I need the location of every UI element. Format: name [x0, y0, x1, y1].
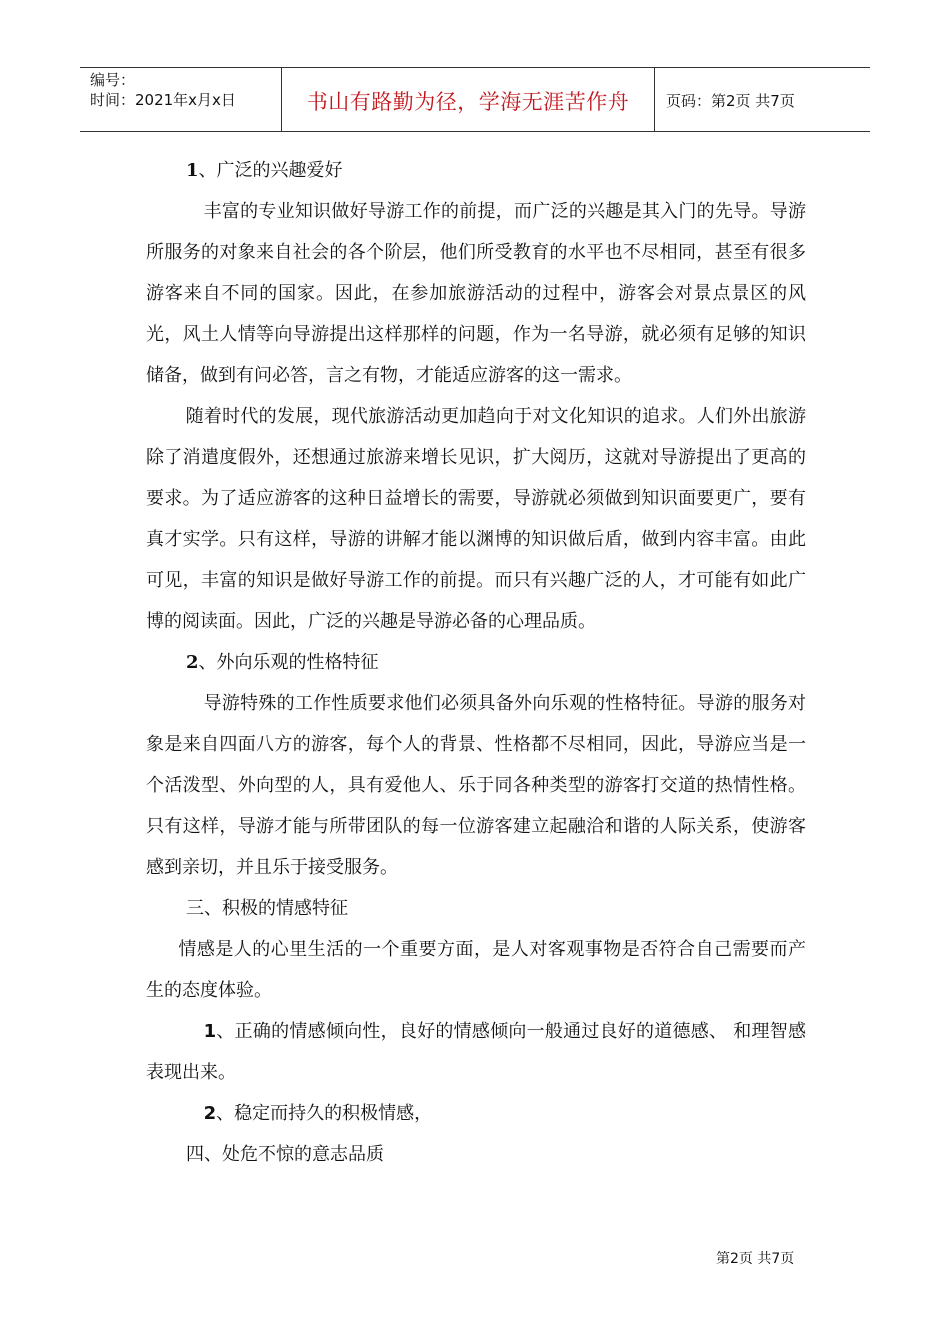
page-header — [80, 67, 870, 132]
item-text: 、稳定而持久的积极情感， — [216, 1103, 433, 1124]
header-page-info: 页码：第2页 共7页 — [666, 92, 795, 110]
item-number: 1 — [203, 1021, 217, 1042]
section-heading-1 — [146, 150, 806, 191]
code-label: 编号： — [90, 71, 136, 89]
heading-text: 、外向乐观的性格特征 — [198, 652, 379, 673]
heading-number: 1 — [186, 160, 199, 181]
heading-number: 2 — [186, 652, 199, 673]
section-heading-2 — [146, 642, 806, 683]
header-motto: 书山有路勤为径，学海无涯苦作舟 — [306, 90, 630, 114]
document-body — [146, 150, 806, 1175]
list-item — [146, 1093, 806, 1134]
header-divider — [654, 68, 655, 131]
list-item — [146, 1011, 806, 1093]
page-footer: 第2页 共7页 — [716, 1251, 795, 1267]
header-meta — [90, 70, 236, 110]
heading-text: 、广泛的兴趣爱好 — [198, 160, 343, 181]
section-heading-3: 三、积极的情感特征 — [186, 898, 348, 919]
paragraph: 丰富的专业知识做好导游工作的前提，而广泛的兴趣是其入门的先导。导游所服务的对象来自社会的各个阶层，他们所受教育的水平也不尽相同，甚至有很多游客来自不同的国家。因此，在参加旅游活动的过程中，游客会对景点景区的风光，风土人情等向导游提出这样那样的问题，作为一名导游，就必须有足够的知识储备，做到有问必答，言之有物，才能适应游客的这一需求。 — [146, 201, 806, 386]
item-text: 、正确的情感倾向性，良好的情感倾向一般通过良好的道德感、 和理智感表现出来。 — [146, 1021, 806, 1083]
paragraph: 情感是人的心里生活的一个重要方面，是人对客观事物是否符合自己需要而产生的态度体验。 — [146, 939, 806, 1001]
item-number: 2 — [203, 1103, 217, 1124]
time-label: 时间：2021年x月x日 — [90, 91, 236, 109]
paragraph: 导游特殊的工作性质要求他们必须具备外向乐观的性格特征。导游的服务对象是来自四面八方的游客，每个人的背景、性格都不尽相同，因此，导游应当是一个活泼型、外向型的人，具有爱他人、乐于同各种类型的游客打交道的热情性格。只有这样，导游才能与所带团队的每一位游客建立起融洽和谐的人际关系，使游客感到亲切，并且乐于接受服务。 — [146, 693, 806, 878]
section-heading-4: 四、处危不惊的意志品质 — [186, 1144, 384, 1165]
paragraph: 随着时代的发展，现代旅游活动更加趋向于对文化知识的追求。人们外出旅游除了消遣度假外，还想通过旅游来增长见识，扩大阅历，这就对导游提出了更高的要求。为了适应游客的这种日益增长的需要，导游就必须做到知识面要更广，要有真才实学。只有这样，导游的讲解才能以渊博的知识做后盾，做到内容丰富。由此可见，丰富的知识是做好导游工作的前提。而只有兴趣广泛的人，才可能有如此广博的阅读面。因此，广泛的兴趣是导游必备的心理品质。 — [146, 406, 806, 632]
